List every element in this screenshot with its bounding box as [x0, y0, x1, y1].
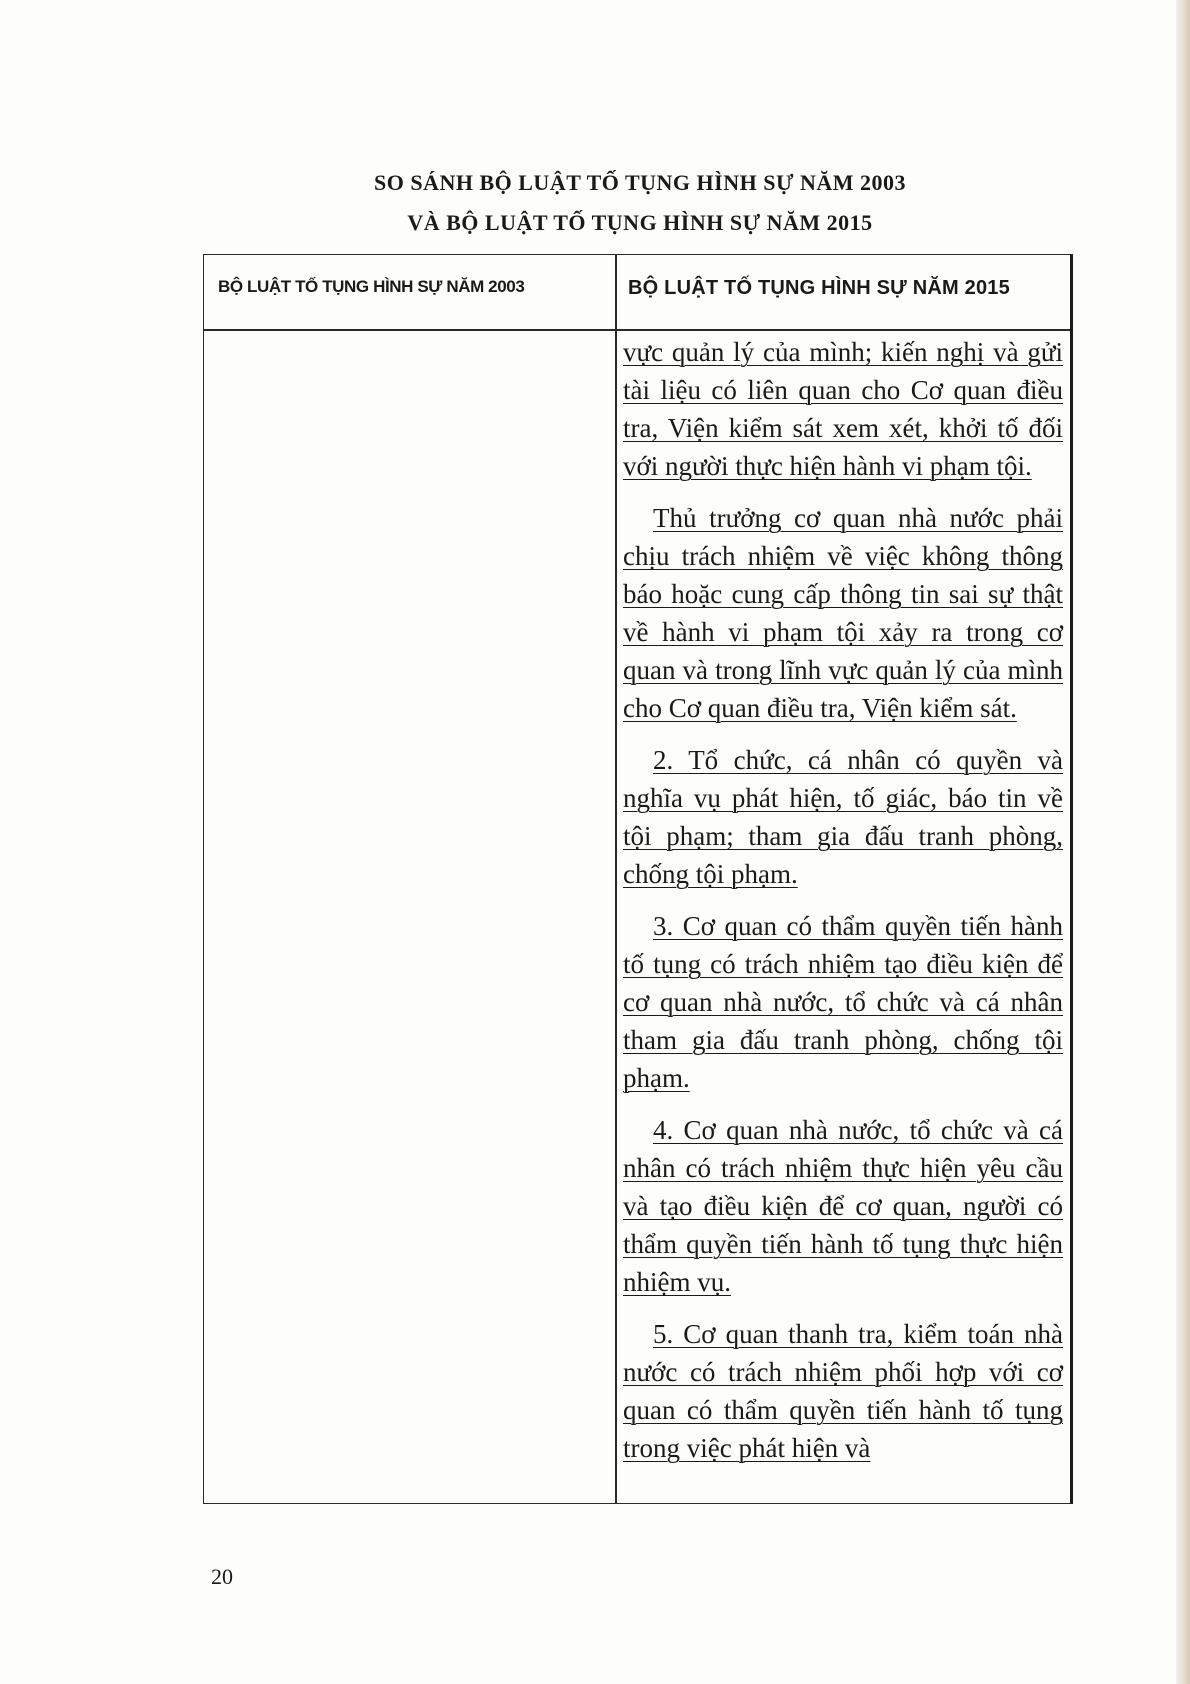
- page-title-line-1: SO SÁNH BỘ LUẬT TỐ TỤNG HÌNH SỰ NĂM 2003: [374, 170, 906, 195]
- column-divider: [615, 255, 617, 1503]
- paragraph: Thủ trưởng cơ quan nhà nước phải chịu trách nhiệm về việc không thông báo hoặc cung cấp thông tin sai sự thật về hành vi phạm tội xảy ra trong cơ quan và trong lĩnh vực quản lý của mình cho Cơ quan điều tra, Viện kiểm sát.: [623, 503, 1063, 723]
- paragraph-continuation: vực quản lý của mình; kiến nghị và gửi tài liệu có liên quan cho Cơ quan điều tra, Viện kiểm sát xem xét, khởi tố đối với người thực hiện hành vi phạm tội.: [623, 337, 1063, 481]
- column-header-2015: BỘ LUẬT TỐ TỤNG HÌNH SỰ NĂM 2015: [628, 277, 1010, 299]
- header-rule: [204, 329, 1070, 331]
- page-number: 20: [211, 1564, 233, 1589]
- paragraph: 2. Tổ chức, cá nhân có quyền và nghĩa vụ phát hiện, tố giác, báo tin về tội phạm; tham gia đấu tranh phòng, chống tội phạm.: [623, 745, 1063, 889]
- paragraph: 4. Cơ quan nhà nước, tổ chức và cá nhân có trách nhiệm thực hiện yêu cầu và tạo điều kiện để cơ quan, người có thẩm quyền tiến hành tố tụng thực hiện nhiệm vụ.: [623, 1115, 1063, 1297]
- column-2015-content: [623, 333, 1063, 1481]
- paragraph: 3. Cơ quan có thẩm quyền tiến hành tố tụng có trách nhiệm tạo điều kiện để cơ quan nhà nước, tổ chức và cá nhân tham gia đấu tranh phòng, chống tội phạm.: [623, 911, 1063, 1093]
- column-header-2003: BỘ LUẬT TỐ TỤNG HÌNH SỰ NĂM 2003: [218, 277, 525, 296]
- comparison-table: [203, 254, 1073, 1504]
- page-edge: [1176, 0, 1190, 1684]
- page-title-line-2: VÀ BỘ LUẬT TỐ TỤNG HÌNH SỰ NĂM 2015: [407, 210, 873, 235]
- paragraph: 5. Cơ quan thanh tra, kiểm toán nhà nước có trách nhiệm phối hợp với cơ quan có thẩm quyền tiến hành tố tụng trong việc phát hiện và: [623, 1319, 1063, 1463]
